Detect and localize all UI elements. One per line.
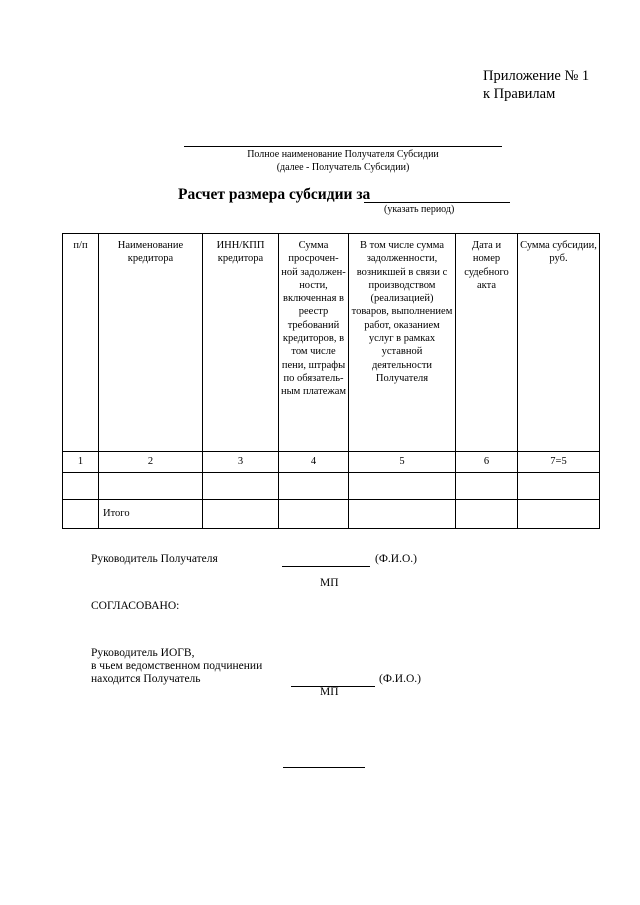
bottom-signature-line[interactable] — [283, 767, 365, 768]
column-number: 7=5 — [518, 452, 600, 473]
iogv-line-1: Руководитель ИОГВ, — [91, 647, 195, 659]
table-cell[interactable] — [279, 473, 349, 500]
appendix-label — [483, 67, 589, 103]
table-cell[interactable] — [99, 473, 203, 500]
recipient-head-fio: (Ф.И.О.) — [375, 553, 417, 565]
column-number: 6 — [456, 452, 518, 473]
table-column-numbers-row — [63, 452, 600, 473]
table-cell[interactable] — [349, 500, 456, 529]
header-cell-creditor-name: Наименование кредитора — [99, 234, 203, 452]
table-total-row — [63, 500, 600, 529]
recipient-name-line[interactable] — [184, 146, 502, 147]
header-cell-debt-related: В том числе сумма задолженности, возникшей в связи с производством (реализацией) товаров, выполнением работ, оказанием услуг в рамках уставной деятельности Получателя — [349, 234, 456, 452]
header-cell-number: п/п — [63, 234, 99, 452]
column-number: 4 — [279, 452, 349, 473]
recipient-caption-line-2: (далее - Получатель Субсидии) — [276, 162, 410, 173]
table-row — [63, 473, 600, 500]
header-cell-subsidy-amount: Сумма субсидии, руб. — [518, 234, 600, 452]
table-cell[interactable] — [63, 473, 99, 500]
table-cell[interactable] — [456, 473, 518, 500]
stamp-label: МП — [320, 577, 339, 589]
stamp-label-2: МП — [320, 686, 339, 698]
agreed-label: СОГЛАСОВАНО: — [91, 600, 180, 612]
header-cell-overdue-debt: Сумма просрочен-ной задолжен-ности, включенная в реестр требований кредиторов, в том числе пени, штрафы по обязатель-ным платежам — [279, 234, 349, 452]
table-header-row — [63, 234, 600, 452]
table-cell[interactable] — [349, 473, 456, 500]
column-number: 1 — [63, 452, 99, 473]
iogv-line-2: в чьем ведомственном подчинении — [91, 660, 263, 672]
period-blank-line[interactable] — [364, 202, 510, 203]
column-number: 5 — [349, 452, 456, 473]
table-cell[interactable] — [203, 500, 279, 529]
period-hint: (указать период) — [384, 204, 455, 215]
iogv-line-3: находится Получатель — [91, 673, 201, 685]
header-cell-inn-kpp: ИНН/КПП кредитора — [203, 234, 279, 452]
column-number: 2 — [99, 452, 203, 473]
table-cell[interactable] — [279, 500, 349, 529]
total-label: Итого — [99, 500, 203, 529]
subsidy-calculation-table — [62, 233, 600, 529]
table-cell[interactable] — [63, 500, 99, 529]
header-cell-court-act: Дата и номер судебного акта — [456, 234, 518, 452]
column-number: 3 — [203, 452, 279, 473]
document-title: Расчет размера субсидии за — [178, 186, 371, 203]
recipient-caption-line-1: Полное наименование Получателя Субсидии — [247, 149, 439, 160]
table-cell[interactable] — [203, 473, 279, 500]
recipient-caption — [200, 148, 486, 174]
recipient-head-label: Руководитель Получателя — [91, 553, 218, 565]
table-cell[interactable] — [518, 500, 600, 529]
recipient-head-signature-line[interactable] — [282, 566, 370, 567]
table-cell[interactable] — [518, 473, 600, 500]
iogv-head-label — [91, 647, 262, 686]
appendix-line-1: Приложение № 1 — [483, 68, 590, 84]
iogv-fio: (Ф.И.О.) — [379, 673, 421, 685]
appendix-line-2: к Правилам — [483, 86, 556, 102]
table-cell[interactable] — [456, 500, 518, 529]
